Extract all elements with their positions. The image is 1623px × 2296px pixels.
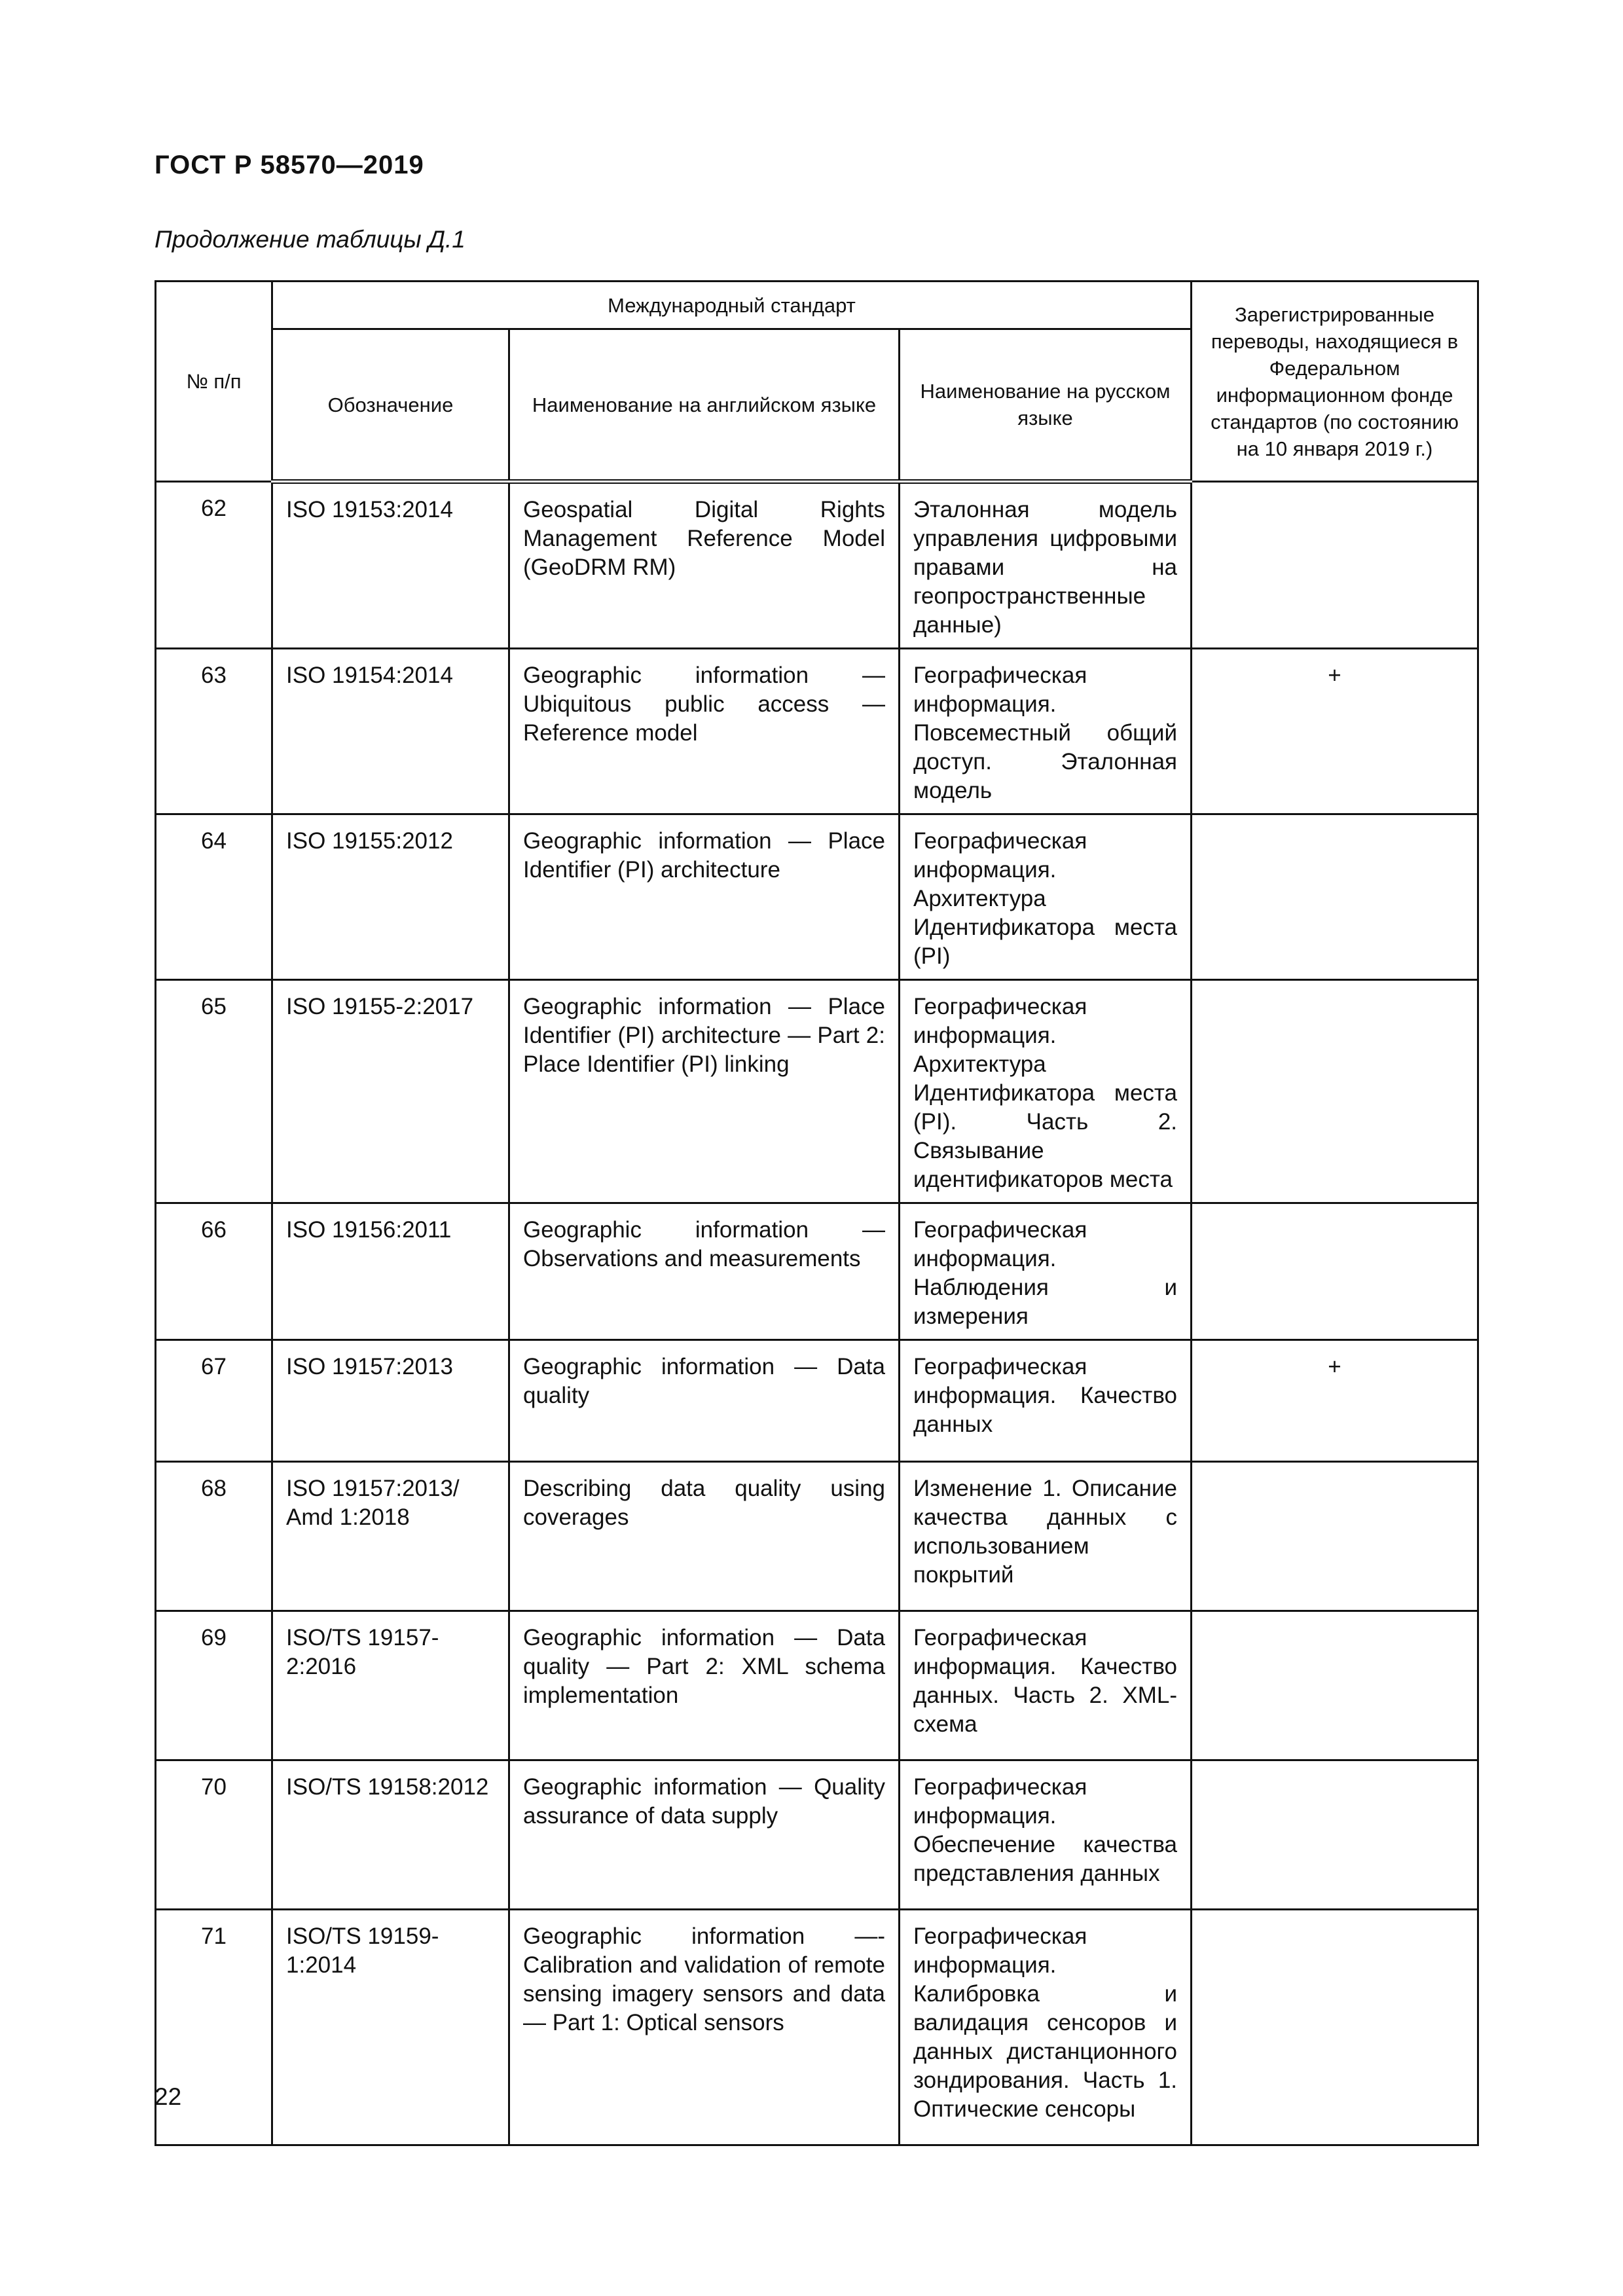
standard-code: ISO/TS 19157-2:2016 xyxy=(272,1611,509,1760)
registered-translation xyxy=(1192,980,1478,1203)
column-header-code: Обозначение xyxy=(272,329,509,482)
standard-code: ISO 19157:2013 xyxy=(272,1340,509,1462)
name-en: Geographic information — Data quality — Part 2: XML schema implementation xyxy=(509,1611,900,1760)
row-number: 65 xyxy=(156,980,272,1203)
name-ru: Эталонная модель управления цифровыми правами на геопространственные данные) xyxy=(900,482,1192,649)
row-number: 64 xyxy=(156,814,272,980)
column-header-name-en: Наименование на английском языке xyxy=(509,329,900,482)
column-group-header-international: Международный стандарт xyxy=(272,282,1192,329)
standard-code: ISO 19155:2012 xyxy=(272,814,509,980)
column-header-registered: Зарегистрированные переводы, находящиеся в Федеральном информационном фонде стандартов (по состоянию на 10 января 2019 г.) xyxy=(1192,282,1478,482)
page-number: 22 xyxy=(155,2083,182,2110)
row-number: 68 xyxy=(156,1462,272,1611)
table-row xyxy=(156,1462,1478,1611)
standard-code: ISO 19155-2:2017 xyxy=(272,980,509,1203)
name-en: Geographic information —- Calibration and validation of remote sensing imagery sensors and data — Part 1: Optical sensors xyxy=(509,1910,900,2145)
registered-translation xyxy=(1192,482,1478,649)
name-en: Describing data quality using coverages xyxy=(509,1462,900,1611)
name-ru: Географическая информация. Наблюдения и измерения xyxy=(900,1203,1192,1340)
standard-code: ISO/TS 19158:2012 xyxy=(272,1760,509,1910)
table-row xyxy=(156,1611,1478,1760)
table-row xyxy=(156,980,1478,1203)
table-body xyxy=(156,482,1478,2145)
standards-table xyxy=(155,280,1479,2146)
table-caption: Продолжение таблицы Д.1 xyxy=(155,226,465,253)
document-title: ГОСТ Р 58570—2019 xyxy=(155,151,424,179)
name-ru: Географическая информация. Архитектура Идентификатора места (PI). Часть 2. Связывание идентификаторов места xyxy=(900,980,1192,1203)
name-en: Geographic information — Data quality xyxy=(509,1340,900,1462)
name-ru: Географическая информация. Обеспечение качества представления данных xyxy=(900,1760,1192,1910)
name-en: Geographic information — Ubiquitous public access — Reference model xyxy=(509,649,900,814)
name-en: Geographic information — Quality assurance of data supply xyxy=(509,1760,900,1910)
name-ru: Географическая информация. Качество данных xyxy=(900,1340,1192,1462)
name-en: Geographic information — Place Identifier (PI) architecture — Part 2: Place Identifier (PI) linking xyxy=(509,980,900,1203)
row-number: 69 xyxy=(156,1611,272,1760)
standard-code: ISO 19154:2014 xyxy=(272,649,509,814)
name-ru: Географическая информация. Калибровка и валидация сенсоров и данных дистанционного зондирования. Часть 1. Оптические сенсоры xyxy=(900,1910,1192,2145)
table-row xyxy=(156,1910,1478,2145)
table-row xyxy=(156,482,1478,649)
registered-translation: + xyxy=(1192,649,1478,814)
row-number: 62 xyxy=(156,482,272,649)
name-ru: Географическая информация. Архитектура Идентификатора места (PI) xyxy=(900,814,1192,980)
table-row xyxy=(156,814,1478,980)
row-number: 67 xyxy=(156,1340,272,1462)
standard-code: ISO/TS 19159-1:2014 xyxy=(272,1910,509,2145)
registered-translation xyxy=(1192,1203,1478,1340)
table-row xyxy=(156,1760,1478,1910)
standard-code: ISO 19156:2011 xyxy=(272,1203,509,1340)
name-ru: Географическая информация. Качество данных. Часть 2. XML-схема xyxy=(900,1611,1192,1760)
name-en: Geospatial Digital Rights Management Reference Model (GeoDRM RM) xyxy=(509,482,900,649)
registered-translation xyxy=(1192,1611,1478,1760)
row-number: 66 xyxy=(156,1203,272,1340)
name-ru: Изменение 1. Описание качества данных с использованием покрытий xyxy=(900,1462,1192,1611)
standard-code: ISO 19157:2013/ Amd 1:2018 xyxy=(272,1462,509,1611)
row-number: 71 xyxy=(156,1910,272,2145)
name-en: Geographic information — Observations and measurements xyxy=(509,1203,900,1340)
table-row xyxy=(156,1340,1478,1462)
registered-translation xyxy=(1192,1760,1478,1910)
table-row xyxy=(156,649,1478,814)
registered-translation xyxy=(1192,1910,1478,2145)
row-number: 63 xyxy=(156,649,272,814)
name-ru: Географическая информация. Повсеместный общий доступ. Эталонная модель xyxy=(900,649,1192,814)
registered-translation xyxy=(1192,814,1478,980)
column-header-name-ru: Наименование на русском языке xyxy=(900,329,1192,482)
name-en: Geographic information — Place Identifier (PI) architecture xyxy=(509,814,900,980)
table-row xyxy=(156,1203,1478,1340)
column-header-num: № п/п xyxy=(156,282,272,482)
registered-translation xyxy=(1192,1462,1478,1611)
registered-translation: + xyxy=(1192,1340,1478,1462)
standard-code: ISO 19153:2014 xyxy=(272,482,509,649)
row-number: 70 xyxy=(156,1760,272,1910)
